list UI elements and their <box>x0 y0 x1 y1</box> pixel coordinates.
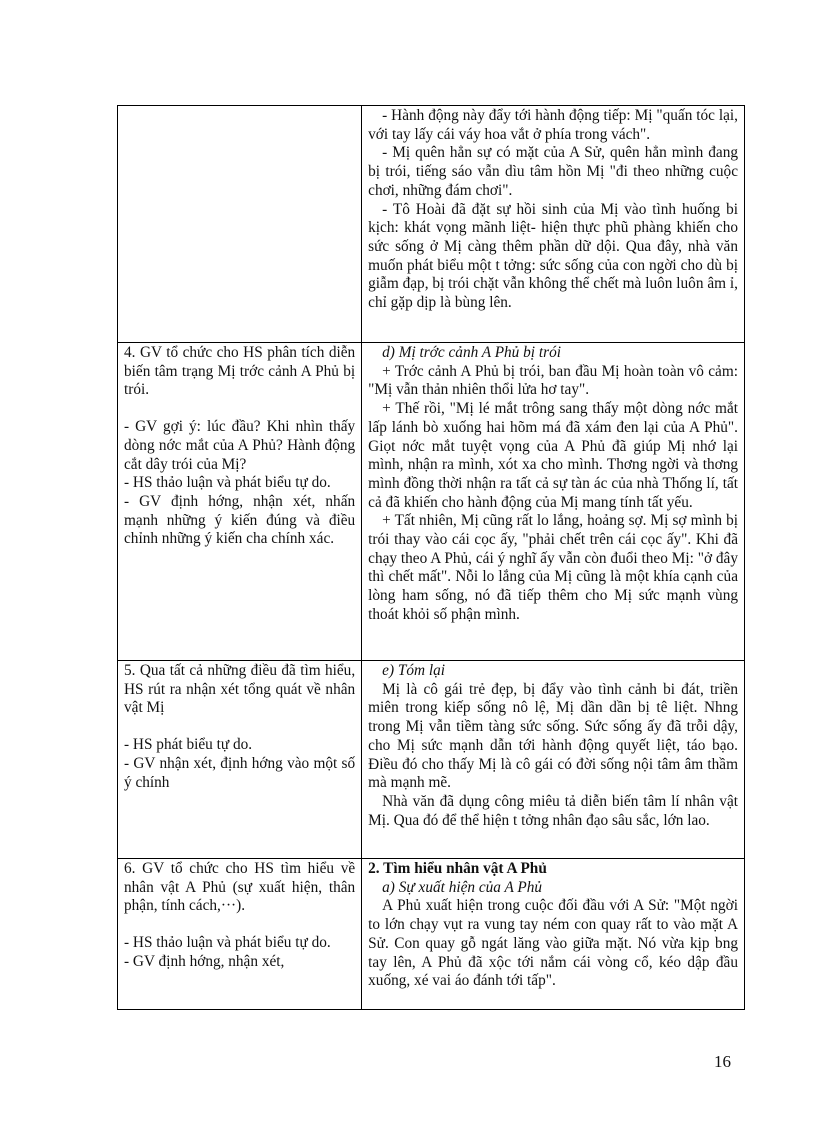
activity-cell <box>118 343 362 661</box>
content-paragraph: - Tô Hoài đã đặt sự hồi sinh của Mị vào tình huống bi kịch: khát vọng mãnh liệt- hiện thực phũ phàng khiến cho sức sống ở Mị càng thêm phần dữ dội. Qua đây, nhà văn muốn phát biểu một t tởng: sức sống của con ngời cho dù bị giẫm đạp, bị trói chặt vẫn không thể chết mà luôn luôn âm ỉ, chỉ gặp dịp là bùng lên. <box>368 200 738 312</box>
spacer <box>124 916 355 934</box>
content-paragraph: Mị là cô gái trẻ đẹp, bị đẩy vào tình cảnh bi đát, triền miên trong kiếp sống nô lệ, Mị dần dần bị tê liệt. Nhng trong Mị vẫn tiềm tàng sức sống. Sức sống ấy đã trỗi dậy, cho Mị sức mạnh dẫn tới hành động quyết liệt, táo bạo. Điều đó cho thấy Mị là cô gái có đời sống nội tâm âm thầm mà mạnh mẽ. <box>368 680 738 792</box>
content-cell <box>362 343 745 661</box>
activity-paragraph: - HS phát biểu tự do. <box>124 736 253 754</box>
content-paragraph: - Mị quên hẳn sự có mặt của A Sử, quên hẳn mình đang bị trói, tiếng sáo vẫn dìu tâm hồn Mị "đi theo những cuộc chơi, những đám chơi". <box>368 144 738 199</box>
content-paragraph: + Trớc cảnh A Phủ bị trói, ban đầu Mị hoàn toàn vô cảm: "Mị vẫn thản nhiên thổi lửa hơ tay". <box>368 362 738 399</box>
content-paragraph: d) Mị trớc cảnh A Phủ bị trói <box>382 344 561 361</box>
activity-paragraph: 6. GV tổ chức cho HS tìm hiểu về nhân vật A Phủ (sự xuất hiện, thân phận, tính cách,···). <box>124 860 356 915</box>
activity-paragraph: 5. Qua tất cả những điều đã tìm hiểu, HS rút ra nhận xét tổng quát về nhân vật Mị <box>124 662 356 717</box>
activity-paragraph: - GV nhận xét, định hớng vào một số ý chính <box>124 754 356 791</box>
table-row <box>118 859 745 1010</box>
lesson-table <box>117 105 745 1010</box>
activity-paragraph: - HS thảo luận và phát biểu tự do. <box>124 934 331 952</box>
content-cell <box>362 106 745 343</box>
content-paragraph: e) Tóm lại <box>382 662 446 679</box>
content-paragraph: + Tất nhiên, Mị cũng rất lo lắng, hoảng sợ. Mị sợ mình bị trói thay vào cái cọc ấy, "phải chết trên cái cọc ấy". Khi đã chạy theo A Phủ, cái ý nghĩ ấy vẫn còn đuổi theo Mị: "ở đây thì chết mất". Nỗi lo lắng của Mị cũng là một khía cạnh của lòng ham sống, nó đã tiếp thêm cho Mị sức mạnh vùng thoát khỏi số phận mình. <box>368 512 738 623</box>
table-row <box>118 106 745 343</box>
activity-paragraph: 4. GV tổ chức cho HS phân tích diễn biến tâm trạng Mị trớc cảnh A Phủ bị trói. <box>124 344 356 399</box>
content-paragraph: + Thế rồi, "Mị lé mắt trông sang thấy một dòng nớc mắt lấp lánh bò xuống hai hõm má đã xám đen lại của A Phủ". Giọt nớc mắt tuyệt vọng của A Phủ đã giúp Mị nhớ lại mình, nhận ra mình, xót xa cho mình. Thơng ngời và thơng mình đồng thời nhận ra tất cả sự tàn ác của nhà Thống lí, tất cả đã khiến cho hành động của Mị mang tính tất yếu. <box>368 400 738 511</box>
content-cell <box>362 661 745 859</box>
activity-paragraph: - GV gợi ý: lúc đầu? Khi nhìn thấy dòng nớc mắt của A Phủ? Hành động cắt dây trói của Mị? <box>124 418 356 473</box>
activity-paragraph: - HS thảo luận và phát biểu tự do. <box>124 474 331 492</box>
content-paragraph: - Hành động này đẩy tới hành động tiếp: Mị "quấn tóc lại, với tay lấy cái váy hoa vắt ở phía trong vách". <box>368 107 738 143</box>
content-paragraph: a) Sự xuất hiện của A Phủ <box>382 878 543 896</box>
page-number: 16 <box>714 1052 731 1071</box>
activity-cell <box>118 661 362 859</box>
table-row <box>118 343 745 661</box>
activity-cell <box>118 859 362 1010</box>
activity-cell <box>118 106 362 343</box>
content-paragraph: Nhà văn đã dụng công miêu tả diễn biến tâm lí nhân vật Mị. Qua đó để thể hiện t tởng nhân đạo sâu sắc, lớn lao. <box>368 792 738 829</box>
activity-paragraph: - GV định hớng, nhận xét, <box>124 952 285 970</box>
spacer <box>124 400 355 418</box>
content-cell <box>362 859 745 1010</box>
table-row <box>118 661 745 859</box>
content-paragraph: A Phủ xuất hiện trong cuộc đối đầu với A Sử: "Một ngời to lớn chạy vụt ra vung tay ném con quay rất to vào mặt A Sử. Con quay gỗ ngát lăng vào giữa mặt. Nó vừa kịp bng tay lên, A Phủ đã xộc tới nắm cái vòng cổ, kéo dập đầu xuống, xé vai áo đánh tới tấp". <box>368 897 738 990</box>
activity-paragraph: - GV định hớng, nhận xét, nhấn mạnh những ý kiến đúng và điều chỉnh những ý kiến cha chính xác. <box>124 492 356 548</box>
spacer <box>124 718 355 736</box>
content-paragraph: 2. Tìm hiểu nhân vật A Phủ <box>368 860 547 877</box>
